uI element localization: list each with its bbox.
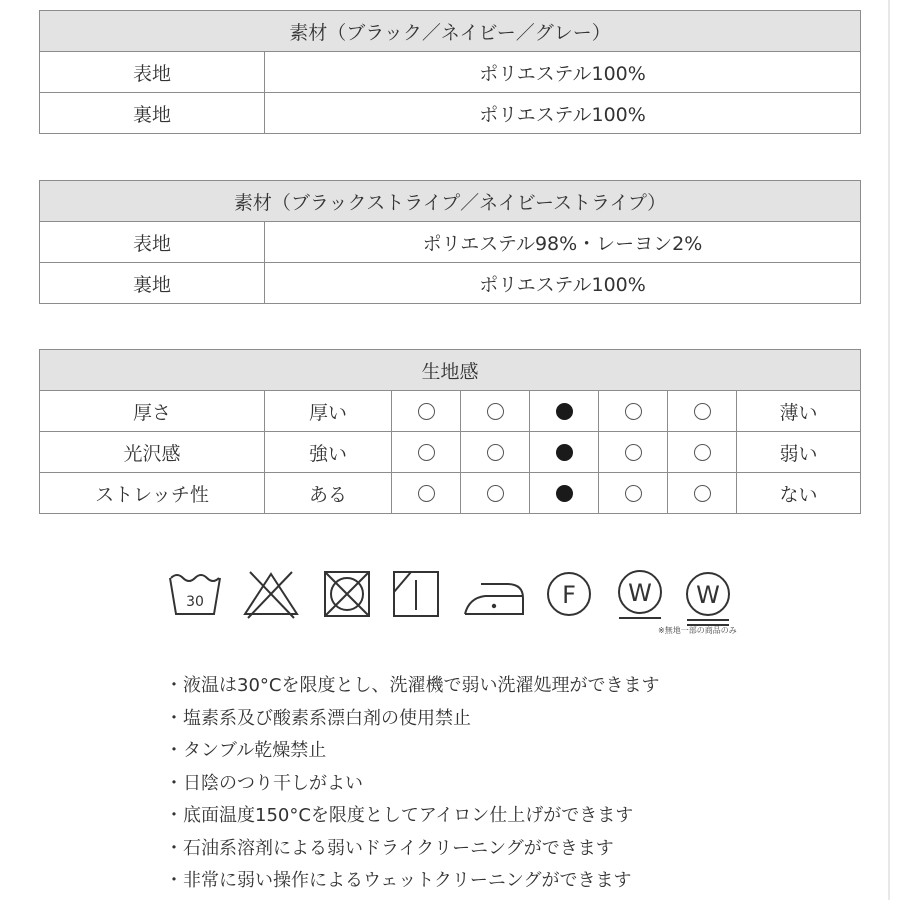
scale-cell [392,391,461,432]
care-instructions-list [165,670,659,898]
scale-dot-empty [487,444,504,461]
texture-right-term: ない [737,473,861,514]
wet-clean-w-icon [613,568,669,626]
scale-cell [461,473,530,514]
scale-dot-empty [694,485,711,502]
scale-cell [530,432,599,473]
material-table-stripe-header: 素材（ブラックストライプ／ネイビーストライプ） [40,181,861,222]
row-value: ポリエステル98%・レーヨン2% [265,222,861,263]
scale-cell [530,391,599,432]
material-table-stripe [39,180,861,304]
row-label: 裏地 [40,263,265,304]
scale-cell [461,391,530,432]
scale-dot-empty [625,403,642,420]
texture-left-term: 強い [265,432,392,473]
scale-dot-selected [556,444,573,461]
texture-right-term: 薄い [737,391,861,432]
texture-row [40,473,861,514]
texture-row [40,391,861,432]
row-label: 表地 [40,222,265,263]
texture-table [39,349,861,514]
material-table-solid-header: 素材（ブラック／ネイビー／グレー） [40,11,861,52]
texture-left-term: ある [265,473,392,514]
scale-cell [599,473,668,514]
list-item: ・石油系溶剤による弱いドライクリーニングができます [165,837,614,859]
scale-dot-selected [556,403,573,420]
row-label: 表地 [40,52,265,93]
care-note: ※無地一部の商品のみ [658,626,737,635]
scale-dot-empty [694,403,711,420]
list-item: ・液温は30°Cを限度とし、洗濯機で弱い洗濯処理ができます [165,675,660,696]
texture-row [40,432,861,473]
scale-cell [599,391,668,432]
scale-cell [668,391,737,432]
list-item: ・非常に弱い操作によるウェットクリーニングができます [165,870,632,891]
scale-cell [668,432,737,473]
list-item: ・日陰のつり干しがよい [165,772,363,794]
texture-label: 厚さ [40,391,265,432]
row-label: 裏地 [40,93,265,134]
row-value: ポリエステル100% [265,263,861,304]
scale-dot-empty [418,403,435,420]
list-item: ・塩素系及び酸素系漂白剤の使用禁止 [165,707,471,729]
scale-cell [530,473,599,514]
scale-dot-empty [694,444,711,461]
wet-clean-letter: W [628,579,652,607]
texture-right-term: 弱い [737,432,861,473]
scale-cell [392,432,461,473]
scale-dot-empty [418,444,435,461]
scale-cell [599,432,668,473]
wet-clean-mild-letter: W [696,581,720,609]
iron-low-icon [461,568,527,620]
shade-line-dry-icon [391,568,443,620]
scale-dot-empty [625,444,642,461]
scale-dot-selected [556,485,573,502]
list-item: ・底面温度150°Cを限度としてアイロン仕上げができます [165,805,634,826]
wash-temp-label: 30 [186,594,204,610]
scale-dot-empty [418,485,435,502]
scale-dot-empty [625,485,642,502]
row-value: ポリエステル100% [265,52,861,93]
no-tumble-dry-icon [322,568,374,620]
material-table-solid [39,10,861,134]
texture-table-header: 生地感 [40,350,861,391]
texture-left-term: 厚い [265,391,392,432]
wash-30-icon [167,568,223,620]
scale-cell [668,473,737,514]
right-edge-divider [888,0,890,900]
scale-dot-empty [487,403,504,420]
dry-clean-f-icon [544,568,596,620]
scale-cell [392,473,461,514]
scale-cell [461,432,530,473]
texture-label: ストレッチ性 [40,473,265,514]
no-bleach-icon [240,568,302,620]
scale-dot-empty [487,485,504,502]
row-value: ポリエステル100% [265,93,861,134]
dry-clean-letter: F [562,581,576,609]
wet-clean-mild-icon [683,568,739,630]
list-item: ・タンブル乾燥禁止 [165,740,327,761]
texture-label: 光沢感 [40,432,265,473]
